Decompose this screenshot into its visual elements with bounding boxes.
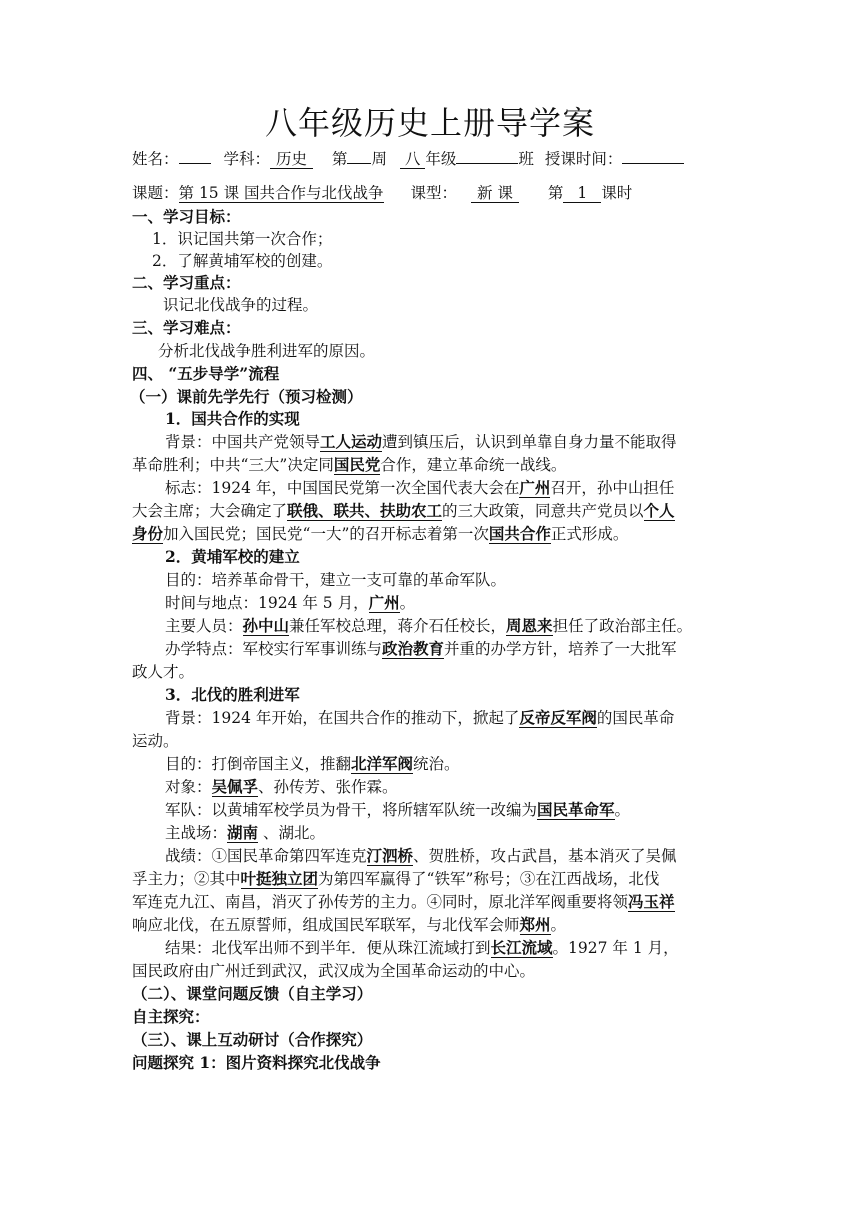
- name-blank: [179, 148, 211, 164]
- text: 军队：以黄埔军校学员为骨干，将所辖军队统一改编为: [165, 801, 538, 819]
- keyword: 国民党: [333, 455, 381, 474]
- text: 为第四军赢得了“铁军”称号；③在江西战场，北伐: [318, 870, 660, 888]
- section-goals-heading: 一、学习目标：: [132, 207, 241, 226]
- focus-text: 识记北伐战争的过程。: [163, 296, 319, 314]
- text: 军连克九江、南昌，消灭了孙传芳的主力。④同时，原北洋军阀重要将领: [132, 893, 629, 911]
- lesson-line: [132, 182, 632, 204]
- section-process-heading: 四、 “五步导学”流程: [132, 364, 280, 383]
- text: 。: [614, 801, 631, 819]
- expedition-battles-cont: [132, 914, 566, 936]
- keyword: 北洋军阀: [351, 754, 414, 773]
- topic-whampoa-heading: 2．黄埔军校的建立: [165, 547, 300, 566]
- text: 办学特点：军校实行军事训练与: [165, 640, 383, 658]
- keyword: 国共合作: [488, 524, 551, 543]
- expedition-background: [165, 707, 674, 729]
- text: 目的：打倒帝国主义，推翻: [165, 755, 352, 773]
- keyword: 冯玉祥: [628, 892, 675, 911]
- keyword: 汀泗桥: [366, 846, 414, 865]
- expedition-battles: [165, 845, 677, 867]
- topic-expedition-heading: 3．北伐的胜利进军: [165, 685, 300, 704]
- self-study-heading: 自主探究：: [132, 1007, 210, 1026]
- grade-label: 年级: [425, 150, 457, 168]
- week-label: 第: [331, 150, 348, 168]
- text: 结果：北伐军出师不到半年．便从珠江流域打到: [165, 939, 491, 957]
- text: 时间与地点：1924 年 5 月，: [165, 594, 369, 612]
- text: 背景：1924 年开始，在国共合作的推动下，掀起了: [165, 709, 520, 727]
- whampoa-time-place: [165, 592, 415, 614]
- expedition-aim: [165, 753, 460, 775]
- keyword: 政治教育: [382, 639, 445, 658]
- class-blank: [456, 148, 518, 164]
- type-value: 新 课: [471, 184, 519, 203]
- expedition-result-cont: 国民政府由广州迁到武汉，武汉成为全国革命运动的中心。: [132, 962, 536, 980]
- text: 的国民革命: [596, 709, 675, 727]
- text: 的三大政策，同意共产党员以: [442, 502, 644, 520]
- expedition-battles-cont: [132, 891, 675, 913]
- section-difficulty-heading: 三、学习难点：: [132, 318, 241, 337]
- text: 召开，孙中山担任: [550, 479, 675, 497]
- cooperation-background-cont: [132, 454, 566, 476]
- text: 遭到镇压后，认识到单靠自身力量不能取得: [382, 433, 677, 451]
- text: 孚主力；②其中: [132, 870, 241, 888]
- question-1-heading: 问题探究 1：图片资料探究北伐战争: [132, 1053, 381, 1072]
- period-prefix: 第: [547, 184, 564, 202]
- text: 统治。: [413, 755, 460, 773]
- time-label: 授课时间：: [544, 150, 623, 168]
- whampoa-people: [165, 615, 692, 637]
- week-suffix: 周: [371, 150, 387, 168]
- subject-label: 学科：: [223, 150, 270, 168]
- expedition-targets: [165, 776, 398, 798]
- text: 担任了政治部主任。: [552, 617, 693, 635]
- topic-label: 课题：: [132, 184, 179, 202]
- keyword: 个人: [643, 501, 675, 520]
- grade-value: 八: [400, 150, 426, 169]
- subsection-preview-heading: （一）课前先学先行（预习检测）: [130, 387, 363, 406]
- cooperation-background: [165, 431, 677, 453]
- text: 。: [399, 594, 416, 612]
- expedition-result: [165, 937, 679, 959]
- topic-cooperation-heading: 1．国共合作的实现: [165, 409, 300, 428]
- keyword: 工人运动: [320, 432, 383, 451]
- text: 合作，建立革命统一战线。: [380, 456, 567, 474]
- period-value: 1: [563, 184, 601, 203]
- keyword: 郑州: [519, 915, 551, 934]
- expedition-battlefield: [165, 822, 325, 844]
- keyword: 周恩来: [506, 616, 553, 635]
- page-title: 八年级历史上册导学案: [264, 104, 595, 142]
- cooperation-mark-cont: [132, 500, 675, 522]
- cooperation-mark-cont: [132, 523, 628, 545]
- keyword: 广州: [519, 478, 551, 497]
- subject-value: 历史: [270, 150, 313, 169]
- text: 正式形成。: [550, 525, 629, 543]
- keyword: 长江流域: [490, 938, 553, 957]
- keyword: 叶挺独立团: [240, 869, 319, 888]
- text: 对象：: [165, 778, 212, 796]
- type-label: 课型：: [410, 184, 457, 202]
- time-blank: [622, 148, 684, 164]
- goal-item: 2．了解黄埔军校的创建。: [152, 252, 333, 270]
- text: 背景：中国共产党领导: [165, 433, 321, 451]
- text: 、孙传芳、张作霖。: [258, 778, 398, 796]
- text: 标志：1924 年，中国国民党第一次全国代表大会在: [165, 479, 520, 497]
- keyword: 吴佩孚: [211, 777, 259, 796]
- text: 。: [550, 916, 567, 934]
- text: 响应北伐，在五原誓师，组成国民军联军，与北伐军会师: [132, 916, 520, 934]
- info-line: [132, 148, 684, 170]
- section-focus-heading: 二、学习重点：: [132, 273, 241, 292]
- keyword: 孙中山: [242, 616, 290, 635]
- keyword: 国民革命军: [537, 800, 615, 819]
- subsection-discussion-heading: （三）、课上互动研讨（合作探究）: [132, 1030, 373, 1049]
- text: 主要人员：: [165, 617, 243, 635]
- text: 、湖北。: [258, 824, 325, 842]
- text: 并重的办学方针，培养了一大批军: [444, 640, 677, 658]
- class-label: 班: [518, 150, 534, 168]
- text: 大会主席；大会确定了: [132, 502, 288, 520]
- name-label: 姓名：: [132, 150, 179, 168]
- text: 、贺胜桥，攻占武昌，基本消灭了吴佩: [413, 847, 677, 865]
- whampoa-features: [165, 638, 677, 660]
- keyword: 联俄、联共、扶助农工: [287, 501, 443, 520]
- text: 主战场：: [165, 824, 228, 842]
- week-blank: [347, 148, 371, 164]
- difficulty-text: 分析北伐战争胜利进军的原因。: [158, 342, 376, 360]
- text: 战绩：①国民革命第四军连克: [165, 847, 367, 865]
- keyword: 身份: [132, 524, 164, 543]
- subsection-feedback-heading: （二）、课堂问题反馈（自主学习）: [132, 984, 373, 1003]
- expedition-background-cont: 运动。: [132, 732, 179, 750]
- goal-item: 1．识记国共第一次合作；: [152, 230, 333, 248]
- text: 加入国民党；国民党“一大”的召开标志着第一次: [163, 525, 489, 543]
- text: 革命胜利；中共“三大”决定同: [132, 456, 334, 474]
- text: 。1927 年 1 月，: [552, 939, 679, 957]
- expedition-battles-cont: [132, 868, 659, 890]
- text: 兼任军校总理，蒋介石任校长，: [289, 617, 507, 635]
- cooperation-mark: [165, 477, 674, 499]
- whampoa-features-cont: 政人才。: [132, 663, 195, 681]
- keyword: 广州: [368, 593, 400, 612]
- whampoa-aim: 目的：培养革命骨干，建立一支可靠的革命军队。: [165, 571, 507, 589]
- keyword: 湖南: [227, 823, 259, 842]
- period-suffix: 课时: [601, 184, 633, 202]
- topic-value: 第 15 课 国共合作与北伐战争: [178, 184, 384, 202]
- expedition-army: [165, 799, 630, 821]
- keyword: 反帝反军阀: [519, 708, 597, 727]
